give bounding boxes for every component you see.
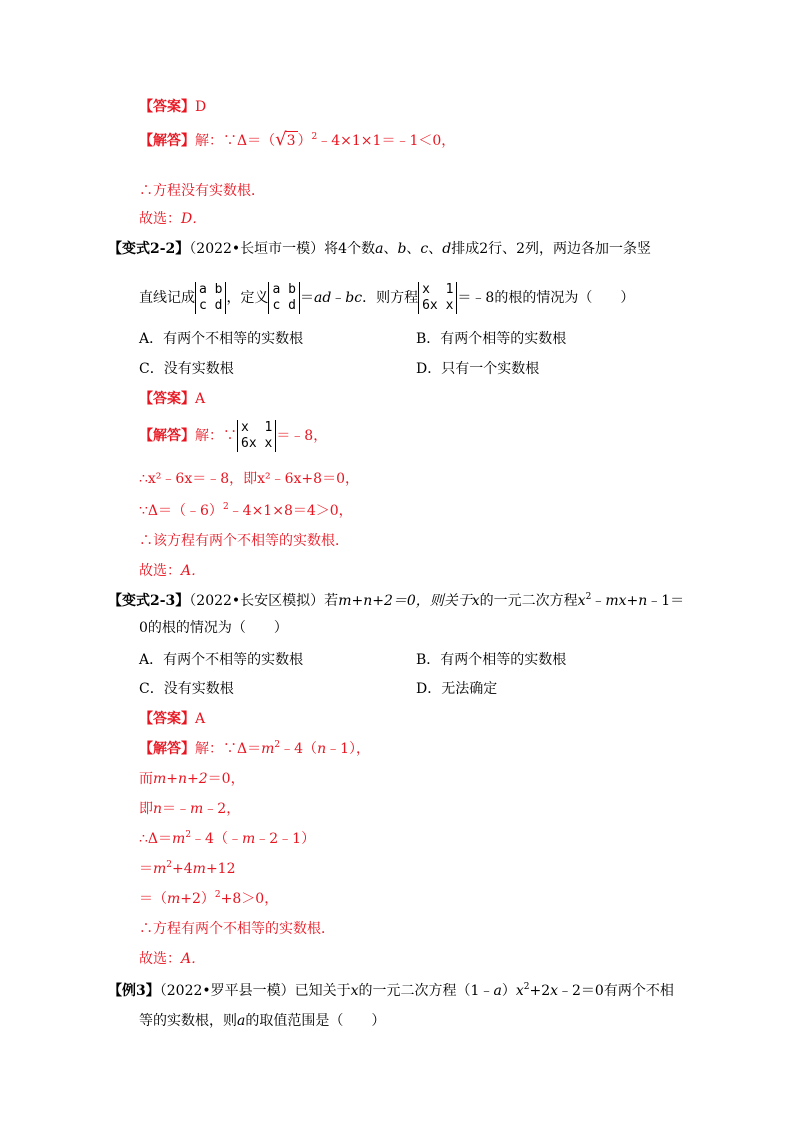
determinant-row: c d bbox=[199, 298, 223, 313]
determinant bbox=[268, 282, 299, 314]
choice-letter: A． bbox=[181, 951, 206, 967]
solution-text: ﹣4×1×8＝4＞0， bbox=[228, 503, 353, 519]
exponent: 2 bbox=[222, 502, 229, 512]
option-d[interactable]: D．无法确定 bbox=[416, 681, 498, 697]
separator: 、 bbox=[406, 241, 421, 257]
solution-text: ﹣1）， bbox=[326, 741, 371, 757]
stem-text: ﹣ bbox=[591, 593, 606, 609]
choice-letter: D． bbox=[181, 211, 207, 227]
exponent: 2 bbox=[166, 860, 173, 870]
answer-label: 【答案】 bbox=[139, 391, 195, 407]
solution-text: 故选： bbox=[139, 951, 181, 967]
variable: n bbox=[153, 801, 163, 817]
stem-text: （2022•长垣市一模）将4个数 bbox=[189, 241, 376, 257]
stem-text: ﹣1＝ bbox=[647, 593, 685, 609]
option-c[interactable]: C．没有实数根 bbox=[139, 681, 234, 697]
variable: m bbox=[261, 741, 275, 757]
solution-text: 解：∵ bbox=[195, 428, 237, 444]
solution-line bbox=[139, 418, 327, 454]
stem-expression: m+n+2＝0，则关于 bbox=[338, 593, 472, 609]
solution-text: ＝﹣8， bbox=[276, 428, 328, 444]
stem-text: 的一元二次方程 bbox=[479, 593, 578, 609]
solution-line bbox=[139, 502, 353, 520]
variable: c bbox=[420, 241, 429, 257]
variable: x bbox=[350, 983, 359, 999]
determinant-row: x 1 bbox=[422, 282, 454, 297]
determinant-row: x 1 bbox=[241, 420, 273, 435]
solution-line bbox=[139, 800, 240, 818]
solution-text: +2） bbox=[180, 891, 215, 907]
question-stem bbox=[108, 982, 674, 1000]
stem-expression: mx+n bbox=[605, 593, 648, 609]
solution-text: ＝ bbox=[139, 861, 153, 877]
exponent: 2 bbox=[214, 890, 221, 900]
solution-label: 【解答】 bbox=[139, 133, 195, 149]
solution-text: 解：∵Δ＝ bbox=[195, 741, 262, 757]
solution-text: ﹣4（﹣ bbox=[191, 831, 242, 847]
variable: x bbox=[577, 593, 586, 609]
solution-line bbox=[139, 950, 205, 968]
solution-text: ﹣4（ bbox=[280, 741, 318, 757]
stem-text: +2 bbox=[529, 983, 551, 999]
choice-letter: A． bbox=[181, 563, 206, 579]
determinant-row: c d bbox=[272, 298, 296, 313]
solution-line: ∴方程没有实数根． bbox=[139, 183, 265, 199]
variable: m bbox=[190, 801, 204, 817]
stem-text: ，定义 bbox=[226, 290, 269, 306]
solution-text: 解：∵Δ＝（ bbox=[195, 133, 276, 149]
solution-text: ＝（ bbox=[139, 891, 167, 907]
stem-text: 的取值范围是（ ） bbox=[245, 1013, 386, 1029]
solution-text: ＝0， bbox=[207, 771, 245, 787]
variable: x bbox=[471, 593, 480, 609]
solution-line: ∴方程有两个不相等的实数根． bbox=[139, 921, 335, 937]
answer-line bbox=[139, 390, 205, 408]
solution-label: 【解答】 bbox=[139, 428, 195, 444]
question-tag: 【例3】 bbox=[108, 983, 160, 999]
determinant-row: 6x x bbox=[241, 436, 273, 451]
solution-expression: m+n+2 bbox=[153, 771, 208, 787]
stem-text: 排成2行、2列，两边各加一条竖 bbox=[451, 241, 652, 257]
solution-text: 而 bbox=[139, 771, 153, 787]
solution-text: 故选： bbox=[139, 211, 181, 227]
exponent: 2 bbox=[185, 830, 192, 840]
solution-line bbox=[139, 562, 205, 580]
solution-text: ∵Δ＝（﹣6） bbox=[139, 503, 223, 519]
variable: m bbox=[241, 831, 256, 847]
separator: 、 bbox=[383, 241, 398, 257]
question-stem-line2 bbox=[139, 280, 634, 316]
solution-text: +12 bbox=[205, 861, 236, 877]
option-a[interactable]: A．有两个不相等的实数根 bbox=[139, 331, 304, 347]
option-b[interactable]: B．有两个相等的实数根 bbox=[416, 331, 567, 347]
answer-label: 【答案】 bbox=[139, 99, 195, 115]
exponent: 2 bbox=[585, 592, 592, 602]
stem-text: （2022•长安区模拟）若 bbox=[189, 593, 339, 609]
exponent: 2 bbox=[523, 982, 530, 992]
stem-text: ﹣ bbox=[331, 290, 346, 306]
stem-text: 的一元二次方程（1﹣ bbox=[358, 983, 494, 999]
solution-text: ﹣2， bbox=[203, 801, 241, 817]
question-stem-line2: 0的根的情况为（ ） bbox=[139, 620, 288, 636]
question-stem-line2 bbox=[139, 1012, 385, 1030]
question-stem bbox=[108, 240, 651, 258]
answer-value: D bbox=[195, 99, 207, 115]
solution-text: ＝﹣ bbox=[162, 801, 191, 817]
sqrt-radicand: 3 bbox=[286, 133, 296, 149]
solution-text: ﹣2﹣1） bbox=[255, 831, 316, 847]
solution-text: ∴Δ＝ bbox=[139, 831, 173, 847]
solution-text: ﹣4×1×1＝﹣1＜0， bbox=[317, 133, 456, 149]
option-b[interactable]: B．有两个相等的实数根 bbox=[416, 652, 567, 668]
solution-line bbox=[139, 740, 370, 758]
variable: m bbox=[167, 891, 181, 907]
solution-text: 即 bbox=[139, 801, 153, 817]
stem-text: 等的实数根，则 bbox=[139, 1013, 237, 1029]
variable: a bbox=[375, 241, 384, 257]
solution-line bbox=[139, 131, 455, 150]
solution-text: 故选： bbox=[139, 563, 181, 579]
determinant-row: a b bbox=[272, 282, 296, 297]
stem-text: ） bbox=[501, 983, 516, 999]
determinant bbox=[195, 282, 226, 314]
solution-text: +4 bbox=[172, 861, 193, 877]
question-tag: 【变式2-2】 bbox=[108, 241, 190, 257]
variable: n bbox=[317, 741, 327, 757]
option-c[interactable]: C．没有实数根 bbox=[139, 361, 234, 377]
variable: m bbox=[153, 861, 167, 877]
variable: x bbox=[550, 983, 559, 999]
separator: 、 bbox=[428, 241, 443, 257]
solution-line: ∴x²﹣6x＝﹣8，即x²﹣6x+8＝0， bbox=[139, 471, 359, 487]
variable: d bbox=[442, 241, 452, 257]
solution-text: +8＞0， bbox=[220, 891, 279, 907]
determinant bbox=[418, 282, 457, 314]
exponent: 2 bbox=[311, 132, 318, 142]
stem-text: 直线记成 bbox=[139, 290, 195, 306]
determinant-row: 6x x bbox=[422, 298, 454, 313]
stem-text: ＝﹣8的根的情况为（ ） bbox=[457, 290, 635, 306]
sqrt-icon: √ bbox=[275, 129, 287, 150]
solution-label: 【解答】 bbox=[139, 741, 195, 757]
option-d[interactable]: D．只有一个实数根 bbox=[416, 361, 540, 377]
solution-line bbox=[139, 890, 278, 908]
variable: b bbox=[397, 241, 407, 257]
option-a[interactable]: A．有两个不相等的实数根 bbox=[139, 652, 304, 668]
solution-line bbox=[139, 860, 235, 878]
solution-line bbox=[139, 210, 206, 228]
solution-line bbox=[139, 830, 315, 848]
solution-line bbox=[139, 770, 245, 788]
variable: ad bbox=[313, 290, 332, 306]
stem-text: （2022•罗平县一模）已知关于 bbox=[159, 983, 351, 999]
solution-line: ∴该方程有两个不相等的实数根． bbox=[139, 533, 349, 549]
answer-value: A bbox=[195, 391, 206, 407]
variable: m bbox=[192, 861, 206, 877]
solution-text: ） bbox=[297, 133, 312, 149]
answer-line bbox=[139, 710, 205, 728]
answer-value: A bbox=[195, 711, 206, 727]
question-stem bbox=[108, 592, 684, 610]
variable: a bbox=[493, 983, 502, 999]
variable: a bbox=[237, 1013, 246, 1029]
stem-text: ．则方程 bbox=[362, 290, 419, 306]
question-tag: 【变式2-3】 bbox=[108, 593, 190, 609]
answer-line bbox=[139, 98, 206, 116]
stem-text: ﹣2＝0有两个不相 bbox=[558, 983, 674, 999]
answer-label: 【答案】 bbox=[139, 711, 195, 727]
variable: bc bbox=[345, 290, 363, 306]
stem-text: ＝ bbox=[299, 290, 314, 306]
variable: m bbox=[172, 831, 186, 847]
determinant bbox=[237, 420, 276, 452]
determinant-row: a b bbox=[199, 282, 223, 297]
variable: x bbox=[515, 983, 524, 999]
exponent: 2 bbox=[274, 740, 281, 750]
